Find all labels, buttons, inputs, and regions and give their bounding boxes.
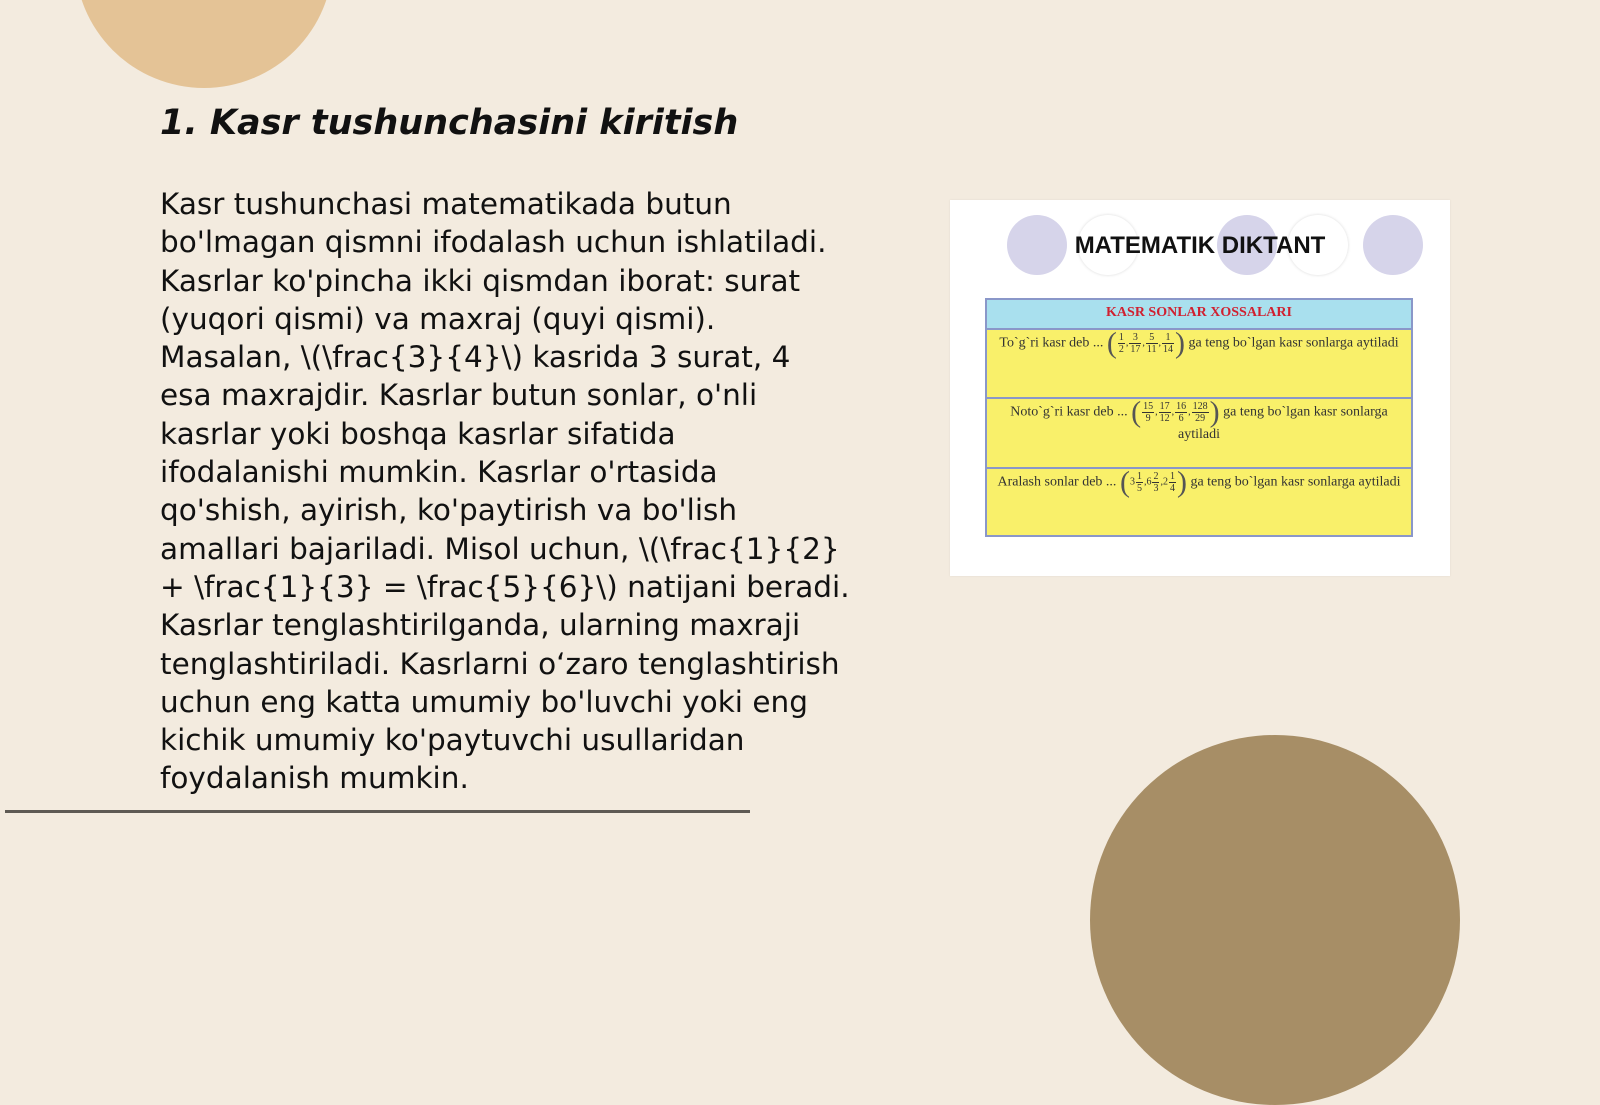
numerator: 5 (1146, 332, 1158, 344)
fraction (1169, 471, 1176, 494)
fraction-properties-table (985, 298, 1413, 537)
numerator: 17 (1159, 401, 1170, 412)
fraction (1159, 401, 1171, 424)
fraction (1136, 471, 1143, 494)
fraction-separator: , (1160, 476, 1163, 488)
paren-open: ( (1119, 465, 1130, 499)
table-row (987, 397, 1411, 467)
whole-number: 6 (1146, 476, 1152, 488)
denominator: 9 (1145, 413, 1151, 424)
table-header: KASR SONLAR XOSSALARI (987, 300, 1411, 330)
denominator: 17 (1130, 344, 1141, 355)
fraction-separator: , (1125, 337, 1129, 349)
numerator: 2 (1153, 471, 1159, 482)
slide-title: 1. Kasr tushunchasini kiritish (160, 103, 739, 143)
numerator: 16 (1176, 401, 1187, 412)
numerator: 3 (1129, 332, 1141, 344)
fraction-separator: , (1171, 406, 1175, 418)
denominator: 2 (1118, 344, 1124, 355)
fraction (1192, 401, 1209, 424)
dictation-figure (950, 200, 1450, 576)
denominator: 12 (1159, 413, 1170, 424)
fraction-separator: , (1143, 476, 1147, 488)
row-prefix: Noto`g`ri kasr deb ... (1010, 404, 1132, 420)
fraction-separator: , (1142, 337, 1145, 349)
fraction-separator: , (1155, 406, 1158, 418)
divider-line (5, 810, 750, 813)
fraction (1129, 332, 1141, 355)
row-suffix: ga teng bo`lgan kasr sonlarga aytiladi (1186, 474, 1401, 490)
paren-close: ) (1175, 326, 1186, 360)
fraction (1175, 401, 1187, 424)
paren-close: ) (1209, 395, 1220, 429)
figure-title: MATEMATIK DIKTANT (1074, 232, 1326, 259)
row-prefix: Aralash sonlar deb ... (997, 474, 1120, 490)
denominator: 14 (1163, 344, 1174, 355)
fraction (1162, 332, 1174, 355)
numerator: 1 (1136, 471, 1142, 482)
denominator: 6 (1178, 413, 1184, 424)
decorative-circle-top (75, 0, 333, 88)
paren-close: ) (1176, 465, 1187, 499)
denominator: 11 (1146, 344, 1157, 355)
numerator: 15 (1143, 401, 1154, 412)
whole-number: 3 (1129, 476, 1135, 488)
numerator: 1 (1169, 471, 1175, 482)
table-row (987, 467, 1411, 535)
fraction-separator: , (1188, 406, 1191, 418)
fraction (1142, 401, 1154, 424)
row-suffix: ga teng bo`lgan kasr sonlarga aytiladi (1178, 404, 1388, 442)
denominator: 5 (1136, 483, 1142, 494)
denominator: 3 (1153, 483, 1159, 494)
numerator: 128 (1192, 401, 1208, 412)
row-prefix: To`g`ri kasr deb ... (999, 335, 1107, 351)
table-rows (987, 326, 1411, 535)
paren-open: ( (1131, 395, 1142, 429)
whole-number: 2 (1162, 476, 1168, 488)
decorative-circle-bottom (1090, 735, 1460, 1105)
fraction-separator: , (1158, 337, 1162, 349)
table-row (987, 326, 1411, 397)
fraction (1152, 471, 1159, 494)
denominator: 4 (1169, 483, 1175, 494)
numerator: 1 (1162, 332, 1174, 344)
fraction (1146, 332, 1158, 355)
slide-body-text: Kasr tushunchasi matematikada butun bo'lmagan qismni ifodalash uchun ishlatiladi. Kasrlar ko'pincha ikki qismdan iborat: surat (yuqori qismi) va maxraj (quyi qismi). Masalan, \(\frac{3}{4}\) kasrida 3 surat, 4 esa maxrajdir. Kasrlar butun sonlar, o'nli kasrlar yoki boshqa kasrlar sifatida ifodalanishi mumkin. Kasrlar o'rtasida qo'shish, ayirish, ko'paytirish va bo'lish amallari bajariladi. Misol uchun, \(\frac{1}{2} + \frac{1}{3} = \frac{5}{6}\) natijani beradi. Kasrlar tenglashtirilganda, ularning maxraji tenglashtiriladi. Kasrlarni o‘zaro tenglashtirish uchun eng katta umumiy bo'luvchi yoki eng kichik umumiy ko'paytuvchi usullaridan foydalanish mumkin. (160, 187, 850, 796)
numerator: 1 (1118, 332, 1124, 343)
row-suffix: ga teng bo`lgan kasr sonlarga aytiladi (1185, 335, 1399, 351)
paren-open: ( (1106, 326, 1117, 360)
denominator: 29 (1195, 413, 1206, 424)
fraction (1118, 332, 1125, 355)
